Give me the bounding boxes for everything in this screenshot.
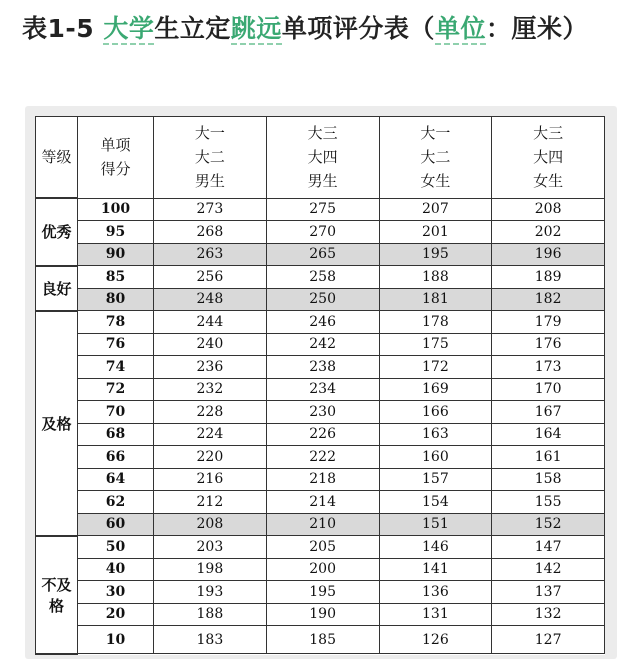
value-cell: 154 [379, 491, 492, 514]
value-cell: 216 [154, 468, 267, 491]
score-cell: 95 [78, 221, 154, 244]
header-level: 等级 [36, 117, 78, 199]
value-cell: 195 [266, 581, 379, 604]
value-cell: 190 [266, 603, 379, 626]
value-cell: 226 [266, 423, 379, 446]
table-row [36, 423, 605, 446]
header-y12-female: 大一 大二 女生 [379, 117, 492, 199]
value-cell: 160 [379, 446, 492, 469]
value-cell: 242 [266, 333, 379, 356]
value-cell: 157 [379, 468, 492, 491]
score-cell: 100 [78, 198, 154, 221]
score-cell: 78 [78, 311, 154, 334]
value-cell: 212 [154, 491, 267, 514]
value-cell: 246 [266, 311, 379, 334]
table-row [36, 491, 605, 514]
table-row [36, 603, 605, 626]
score-cell: 20 [78, 603, 154, 626]
value-cell: 126 [379, 626, 492, 654]
table-row [36, 536, 605, 559]
title-highlight-unit[interactable]: 单位 [434, 14, 486, 43]
header-y12-male: 大一 大二 男生 [154, 117, 267, 199]
table-row [36, 378, 605, 401]
value-cell: 238 [266, 356, 379, 379]
value-cell: 179 [492, 311, 605, 334]
value-cell: 232 [154, 378, 267, 401]
value-cell: 141 [379, 558, 492, 581]
level-cell: 不及 格 [36, 536, 78, 654]
table-row [36, 266, 605, 289]
title-suffix: ：厘米） [485, 14, 588, 43]
value-cell: 210 [266, 513, 379, 536]
table-row [36, 401, 605, 424]
score-cell: 80 [78, 288, 154, 311]
table-row [36, 243, 605, 266]
value-cell: 273 [154, 198, 267, 221]
value-cell: 142 [492, 558, 605, 581]
value-cell: 182 [492, 288, 605, 311]
value-cell: 270 [266, 221, 379, 244]
value-cell: 158 [492, 468, 605, 491]
score-cell: 60 [78, 513, 154, 536]
table-row [36, 221, 605, 244]
value-cell: 166 [379, 401, 492, 424]
value-cell: 189 [492, 266, 605, 289]
table-row [36, 311, 605, 334]
value-cell: 248 [154, 288, 267, 311]
value-cell: 188 [379, 266, 492, 289]
value-cell: 228 [154, 401, 267, 424]
table-body [36, 198, 605, 654]
value-cell: 202 [492, 221, 605, 244]
value-cell: 265 [266, 243, 379, 266]
level-cell: 及格 [36, 311, 78, 536]
table-row [36, 558, 605, 581]
value-cell: 222 [266, 446, 379, 469]
value-cell: 147 [492, 536, 605, 559]
value-cell: 200 [266, 558, 379, 581]
score-cell: 62 [78, 491, 154, 514]
value-cell: 205 [266, 536, 379, 559]
value-cell: 234 [266, 378, 379, 401]
value-cell: 201 [379, 221, 492, 244]
value-cell: 151 [379, 513, 492, 536]
value-cell: 230 [266, 401, 379, 424]
title-highlight-long-jump[interactable]: 跳远 [230, 14, 282, 43]
value-cell: 220 [154, 446, 267, 469]
value-cell: 193 [154, 581, 267, 604]
score-table [35, 116, 605, 655]
value-cell: 275 [266, 198, 379, 221]
value-cell: 263 [154, 243, 267, 266]
title-mid-1: 生立定 [154, 14, 231, 43]
value-cell: 161 [492, 446, 605, 469]
page-title [22, 8, 632, 50]
value-cell: 146 [379, 536, 492, 559]
header-y34-female: 大三 大四 女生 [492, 117, 605, 199]
score-cell: 68 [78, 423, 154, 446]
value-cell: 132 [492, 603, 605, 626]
value-cell: 208 [154, 513, 267, 536]
value-cell: 127 [492, 626, 605, 654]
header-score: 单项 得分 [78, 117, 154, 199]
value-cell: 155 [492, 491, 605, 514]
level-cell: 良好 [36, 266, 78, 311]
value-cell: 198 [154, 558, 267, 581]
value-cell: 173 [492, 356, 605, 379]
value-cell: 207 [379, 198, 492, 221]
header-row [36, 117, 605, 199]
value-cell: 236 [154, 356, 267, 379]
value-cell: 131 [379, 603, 492, 626]
score-cell: 10 [78, 626, 154, 654]
score-cell: 40 [78, 558, 154, 581]
value-cell: 244 [154, 311, 267, 334]
score-cell: 72 [78, 378, 154, 401]
value-cell: 183 [154, 626, 267, 654]
title-mid-2: 单项评分表（ [281, 14, 435, 43]
value-cell: 170 [492, 378, 605, 401]
table-row [36, 626, 605, 654]
value-cell: 137 [492, 581, 605, 604]
value-cell: 181 [379, 288, 492, 311]
table-row [36, 513, 605, 536]
header-y34-male: 大三 大四 男生 [266, 117, 379, 199]
score-cell: 50 [78, 536, 154, 559]
value-cell: 250 [266, 288, 379, 311]
value-cell: 195 [379, 243, 492, 266]
value-cell: 256 [154, 266, 267, 289]
score-cell: 66 [78, 446, 154, 469]
title-prefix: 表1-5 [22, 14, 104, 43]
value-cell: 164 [492, 423, 605, 446]
value-cell: 176 [492, 333, 605, 356]
score-cell: 74 [78, 356, 154, 379]
score-cell: 90 [78, 243, 154, 266]
value-cell: 208 [492, 198, 605, 221]
table-row [36, 288, 605, 311]
value-cell: 188 [154, 603, 267, 626]
table-row [36, 468, 605, 491]
value-cell: 214 [266, 491, 379, 514]
score-cell: 76 [78, 333, 154, 356]
value-cell: 258 [266, 266, 379, 289]
value-cell: 136 [379, 581, 492, 604]
score-cell: 70 [78, 401, 154, 424]
value-cell: 167 [492, 401, 605, 424]
value-cell: 169 [379, 378, 492, 401]
value-cell: 175 [379, 333, 492, 356]
table-row [36, 198, 605, 221]
value-cell: 224 [154, 423, 267, 446]
table-row [36, 356, 605, 379]
table-row [36, 446, 605, 469]
title-highlight-university[interactable]: 大学 [103, 14, 155, 43]
table-row [36, 333, 605, 356]
value-cell: 203 [154, 536, 267, 559]
value-cell: 178 [379, 311, 492, 334]
value-cell: 196 [492, 243, 605, 266]
value-cell: 240 [154, 333, 267, 356]
value-cell: 172 [379, 356, 492, 379]
score-cell: 85 [78, 266, 154, 289]
value-cell: 185 [266, 626, 379, 654]
score-cell: 30 [78, 581, 154, 604]
value-cell: 152 [492, 513, 605, 536]
table-row [36, 581, 605, 604]
value-cell: 163 [379, 423, 492, 446]
value-cell: 268 [154, 221, 267, 244]
value-cell: 218 [266, 468, 379, 491]
level-cell: 优秀 [36, 198, 78, 266]
score-cell: 64 [78, 468, 154, 491]
